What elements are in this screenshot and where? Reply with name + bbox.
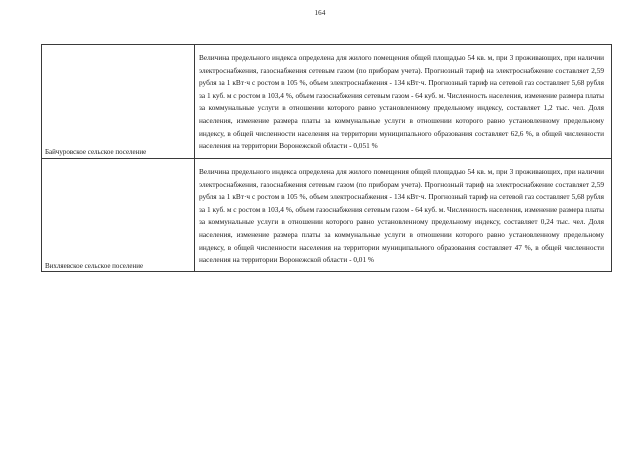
table-row-divider — [41, 158, 612, 159]
page-number: 164 — [314, 9, 326, 17]
settlement-name: Байчуровское сельское поселение — [45, 148, 147, 156]
index-description: Величина предельного индекса определена для жилого помещения общей площадью 54 кв. м, при 3 проживающих, при наличии электроснабжения, газоснабжения сетевым газом (по приборам учета). Прогнозный тариф на электроснабжение составляет 2,59 рубля за 1 кВт·ч с ростом в 105 %, объем электроснабжения - 134 кВт·ч. Прогнозный тариф на сетевой газ составляет 5,68 рубля за 1 куб. м с ростом в 103,4 %, объем газоснабжения сетевым газом - 64 куб. м. Численность населения, изменение размера платы за коммунальные услуги в отношении которого равно установленному предельному индексу, составляет 1,2 тыс. чел. Доля населения, изменение размера платы за коммунальные услуги в отношении которого равно установленному предельному индексу, в общей численности населения на территории муниципального образования составляет 62,6 %, в общей численности населения на территории Воронежской области - 0,051 % — [199, 53, 604, 151]
table-border-top — [41, 44, 612, 45]
index-description: Величина предельного индекса определена для жилого помещения общей площадью 54 кв. м, при 3 проживающих, при наличии электроснабжения, газоснабжения сетевым газом (по приборам учета). Прогнозный тариф на электроснабжение составляет 2,59 рубля за 1 кВт·ч с ростом в 105 %, объем электроснабжения - 134 кВт·ч. Прогнозный тариф на сетевой газ составляет 5,68 рубля за 1 куб. м с ростом в 103,4 %, объем газоснабжения сетевым газом - 64 куб. м. Численность населения, изменение размера платы за коммунальные услуги в отношении которого равно установленному предельному индексу, составляет 0,24 тыс. чел. Доля населения, изменение размера платы за коммунальные услуги в отношении которого равно установленному предельному индексу, в общей численности населения на территории муниципального образования составляет 47 %, в общей численности населения на территории Воронежской области - 0,01 % — [199, 167, 604, 265]
settlement-name: Вихляевское сельское поселение — [45, 262, 144, 270]
table-border-bottom — [41, 271, 612, 272]
tariff-index-table — [41, 44, 612, 272]
